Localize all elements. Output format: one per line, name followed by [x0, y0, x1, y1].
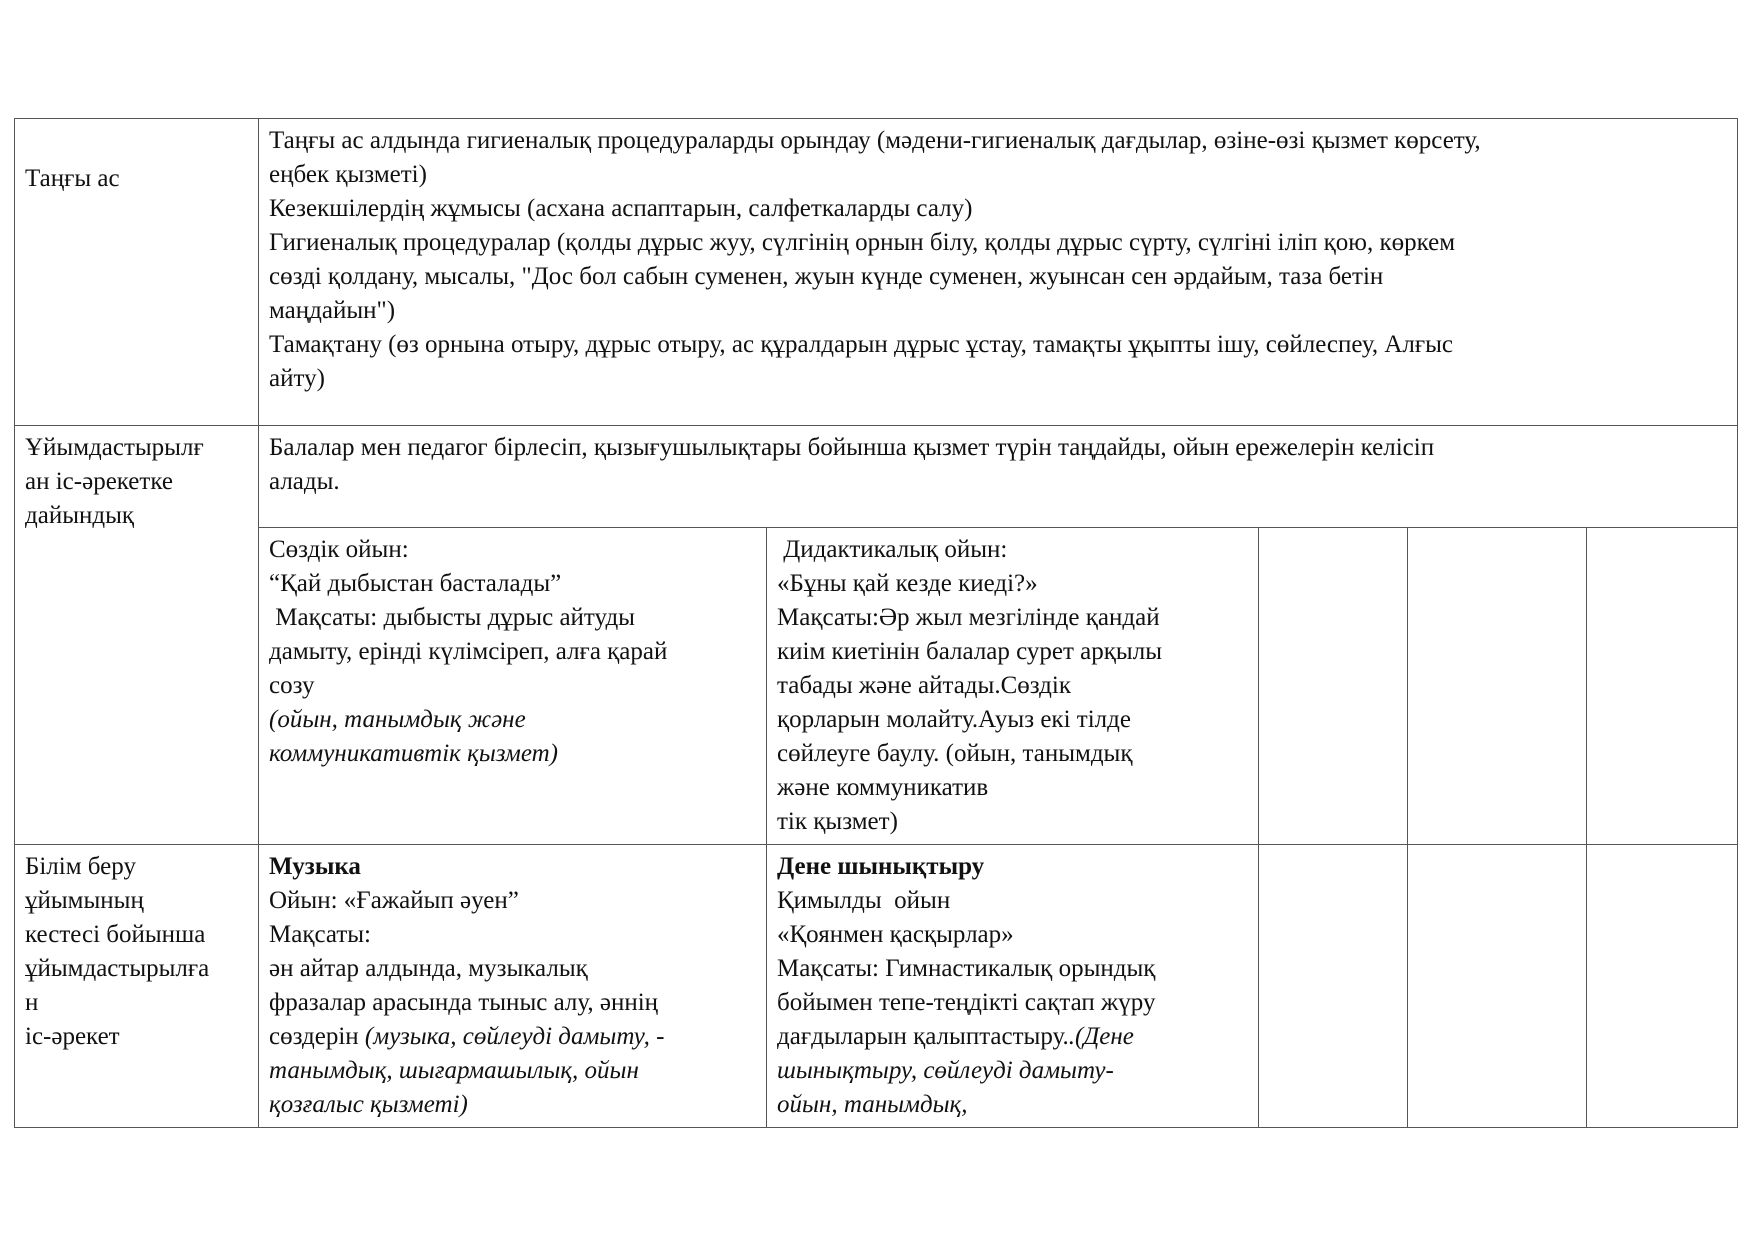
text-line: фразалар арасында тыныс алу, әннің	[269, 989, 659, 1016]
mixed-line	[269, 1020, 756, 1054]
breakfast-content-cell	[259, 119, 1738, 426]
music-cell	[259, 845, 767, 1128]
text-line: айту)	[269, 365, 325, 392]
empty-cell	[1587, 528, 1738, 845]
text-line: «Бұны қай кезде киеді?»	[777, 570, 1038, 597]
italic-fragment: (музыка, сөйлеуді дамыту, -	[364, 1023, 665, 1050]
text-line: Дидактикалық ойын:	[777, 536, 1008, 563]
row-label-organized-line: н	[25, 989, 39, 1016]
text-line: киім киетінін балалар сурет арқылы	[777, 638, 1162, 665]
row-label-organized-line: ұйымдастырылға	[25, 955, 210, 982]
text-line: сөйлеуге баулу. (ойын, танымдық	[777, 740, 1133, 767]
row-label-cell	[15, 845, 259, 1128]
row-label-cell	[15, 119, 259, 426]
table-row-preparation	[15, 426, 1738, 528]
row-label-cell	[15, 426, 259, 845]
text-line: Гигиеналық процедуралар (қолды дұрыс жуу, сүлгінің орнын білу, қолды дұрыс сүрту, сүлгіні іліп қою, көркем	[269, 229, 1456, 256]
row-label-breakfast: Таңғы ас	[25, 165, 120, 192]
text-line: және коммуникатив	[777, 774, 989, 801]
text-line: Мақсаты: дыбысты дұрыс айтуды	[269, 604, 635, 631]
empty-cell	[1408, 528, 1587, 845]
word-game-cell	[259, 528, 767, 845]
text-line: Сөздік ойын:	[269, 536, 409, 563]
empty-cell	[1259, 845, 1408, 1128]
text-line: дамыту, еріндi күлімсіреп, алға қарай	[269, 638, 668, 665]
italic-line: (ойын, танымдық және	[269, 706, 526, 733]
text-line: тік қызмет)	[777, 808, 898, 835]
italic-line: коммуникативтік қызмет)	[269, 740, 558, 767]
table-row-breakfast	[15, 119, 1738, 426]
plain-fragment: сөздерін	[269, 1023, 365, 1050]
table-row-organized-activity	[15, 845, 1738, 1128]
didactic-game-cell	[767, 528, 1259, 845]
empty-cell	[1408, 845, 1587, 1128]
text-line: Мақсаты:	[269, 921, 371, 948]
italic-fragment: .(Дене	[1068, 1023, 1134, 1050]
music-title: Музыка	[269, 853, 361, 880]
text-line: алады.	[269, 468, 340, 495]
row-label-preparation-line: дайындық	[25, 502, 135, 529]
text-line: «Қоянмен қасқырлар»	[777, 921, 1014, 948]
text-line: Таңғы ас алдында гигиеналық процедураларды орындау (мәдени-гигиеналық дағдылар, өзіне-өзі қызмет көрсету,	[269, 127, 1481, 154]
text-line: Қимылды ойын	[777, 887, 951, 914]
text-line: Тамақтану (өз орнына отыру, дұрыс отыру, ас құралдарын дұрыс ұстау, тамақты ұқыпты ішу, сөйлеспеу, Алғыс	[269, 331, 1454, 358]
italic-line: шынықтыру, сөйлеуді дамыту-	[777, 1057, 1114, 1084]
plain-fragment: дағдыларын қалыптастыру.	[777, 1023, 1069, 1050]
text-line: Кезекшілердің жұмысы (асхана аспаптарын, салфеткаларды салу)	[269, 195, 973, 222]
row-label-preparation-line: ан іс-әрекетке	[25, 468, 173, 495]
mixed-line	[777, 1020, 1248, 1054]
text-line: маңдайын")	[269, 297, 396, 324]
text-line: сөзді қолдану, мысалы, "Дос бол сабын суменен, жуын күнде суменен, жуынсан сен әрдайым, таза бетін	[269, 263, 1384, 290]
table-row-preparation-games	[15, 528, 1738, 845]
physical-education-cell	[767, 845, 1259, 1128]
row-label-organized-line: Білім беру	[25, 853, 136, 880]
text-line: Балалар мен педагог бірлесіп, қызығушылықтары бойынша қызмет түрін таңдайды, ойын ережелерін келісіп	[269, 434, 1435, 461]
text-line: қорларын молайту.Ауыз екі тілде	[777, 706, 1131, 733]
row-label-organized-line: іс-әрекет	[25, 1023, 120, 1050]
text-line: еңбек қызметі)	[269, 161, 427, 188]
physical-education-title: Дене шынықтыру	[777, 853, 985, 880]
preparation-intro-cell	[259, 426, 1738, 528]
daily-plan-table	[14, 118, 1738, 1128]
text-line: ән айтар алдында, музыкалық	[269, 955, 588, 982]
text-line: Ойын: «Ғажайып әуен”	[269, 887, 519, 914]
text-line: Мақсаты: Гимнастикалық орындық	[777, 955, 1156, 982]
italic-line: ойын, танымдық,	[777, 1091, 968, 1118]
empty-cell	[1587, 845, 1738, 1128]
text-line: бойымен тепе-теңдікті сақтап жүру	[777, 989, 1156, 1016]
row-label-organized-line: кестесі бойынша	[25, 921, 206, 948]
empty-cell	[1259, 528, 1408, 845]
italic-line: қозғалыс қызметі)	[269, 1091, 468, 1118]
italic-line: танымдық, шығармашылық, ойын	[269, 1057, 639, 1084]
text-line: табады және айтады.Сөздік	[777, 672, 1071, 699]
text-line: Мақсаты:Әр жыл мезгілінде қандай	[777, 604, 1160, 631]
text-line: “Қай дыбыстан басталады”	[269, 570, 562, 597]
row-label-organized-line: ұйымының	[25, 887, 144, 914]
text-line: созу	[269, 672, 315, 699]
row-label-preparation-line: Ұйымдастырылғ	[25, 434, 204, 461]
